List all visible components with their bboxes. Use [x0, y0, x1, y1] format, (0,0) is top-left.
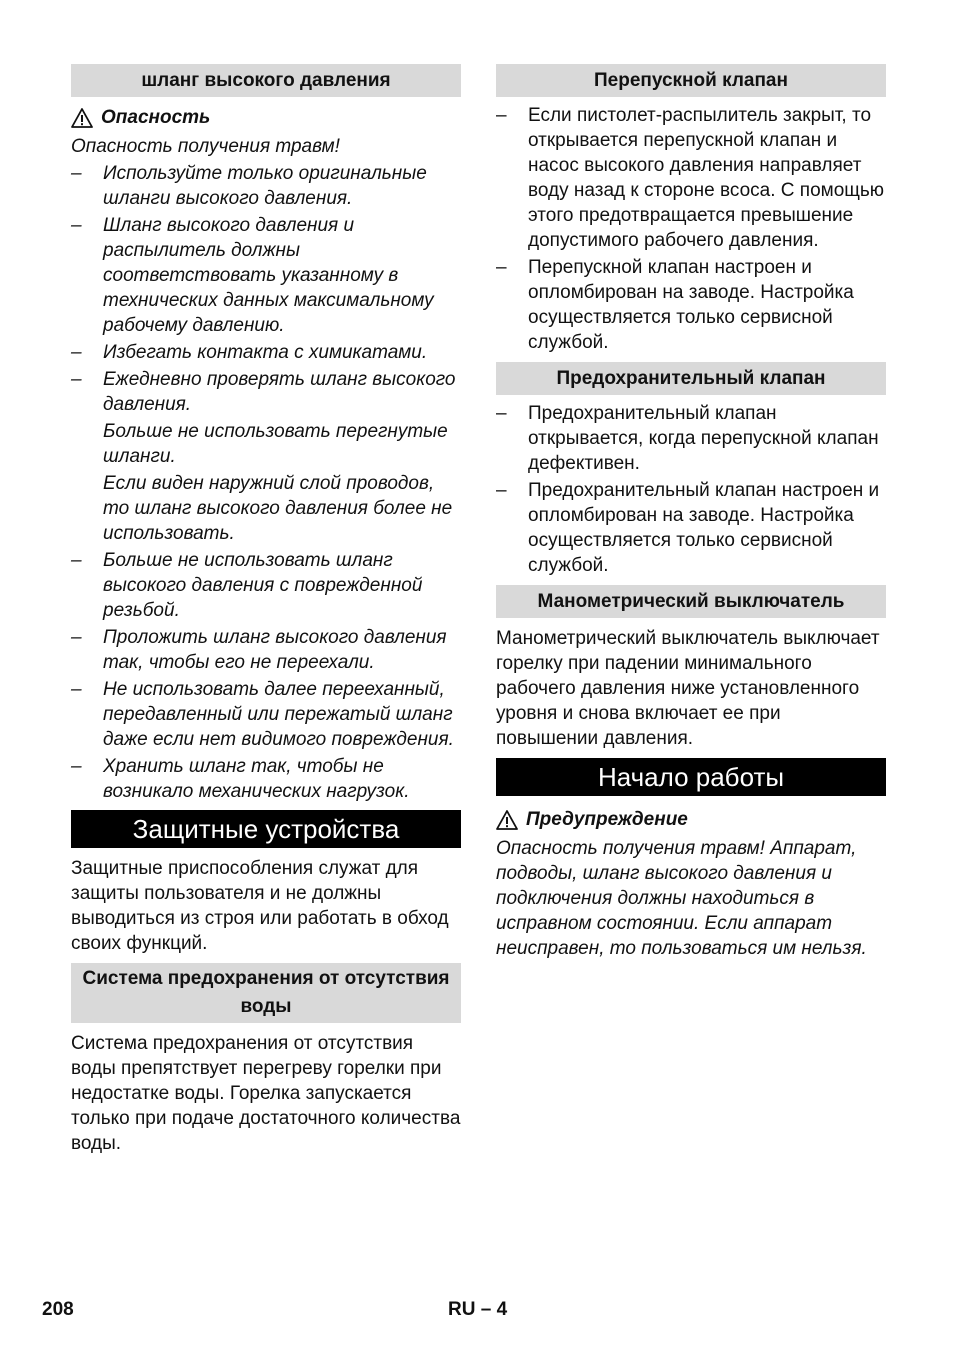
list-item: – Шланг высокого давления и распылитель должны соответствовать указанному в технических данных максимальному рабочему давлению. — [71, 213, 461, 338]
list-item: – Если пистолет-распылитель закрыт, то открывается перепускной клапан и насос высокого давления направляет воду назад к стороне всоса. С помощью этого предотвращается превышение допустимого рабочего давления. — [496, 103, 886, 253]
right-column — [496, 64, 886, 961]
list-item: – Предохранительный клапан настроен и опломбирован на заводе. Настройка осуществляется только сервисной службой. — [496, 478, 886, 578]
bypass-list — [496, 103, 886, 355]
list-item: – Избегать контакта с химикатами. — [71, 340, 461, 365]
language-page-indicator: RU – 4 — [448, 1299, 508, 1320]
safety-devices-text: Защитные приспособления служат для защиты пользователя и не должны выводиться из строя или работать в обход своих функций. — [71, 858, 449, 954]
warning-triangle-icon — [71, 108, 93, 128]
list-item: – Перепускной клапан настроен и опломбирован на заводе. Настройка осуществляется только сервисной службой. — [496, 255, 886, 355]
start-operation-heading: Начало работы — [496, 758, 886, 796]
relief-list — [496, 401, 886, 578]
warning-text: Опасность получения травм! Аппарат, подводы, шланг высокого давления и подключения должны находиться в исправном состоянии. Если аппарат неисправен, то пользоваться им нельзя. — [496, 838, 867, 959]
hose-list-continued — [71, 548, 461, 804]
list-item: – Не использовать далее перееханный, передавленный или пережатый шланг даже если нет видимого повреждения. — [71, 677, 461, 752]
relief-valve-heading: Предохранительный клапан — [496, 362, 886, 395]
water-protection-heading: Система предохранения от отсутствия воды — [71, 963, 461, 1023]
list-item: – Больше не использовать шланг высокого давления с поврежденной резьбой. — [71, 548, 461, 623]
hose-heading: шланг высокого давления — [71, 64, 461, 97]
manometric-switch-text: Манометрический выключатель выключает горелку при падении минимального рабочего давления ниже установленного уровня и снова включает ее при повышении давления. — [496, 628, 880, 749]
danger-label: Опасность — [101, 107, 211, 128]
water-protection-text: Система предохранения от отсутствия воды препятствует перегреву горелки при недостатке воды. Горелка запускается только при подаче достаточного количества воды. — [71, 1033, 461, 1154]
hose-sub-paragraph: Если виден наружний слой проводов, то шланг высокого давления более не использовать. — [103, 473, 453, 544]
manometric-switch-heading: Манометрический выключатель — [496, 585, 886, 618]
warning-label: Предупреждение — [526, 809, 688, 830]
page-number: 208 — [42, 1299, 74, 1320]
hose-list — [71, 161, 461, 417]
list-item: – Используйте только оригинальные шланги высокого давления. — [71, 161, 461, 211]
list-item: – Хранить шланг так, чтобы не возникало механических нагрузок. — [71, 754, 461, 804]
list-item: – Проложить шланг высокого давления так, чтобы его не переехали. — [71, 625, 461, 675]
warning-triangle-icon — [496, 810, 518, 830]
danger-intro: Опасность получения травм! — [71, 136, 340, 157]
bypass-valve-heading: Перепускной клапан — [496, 64, 886, 97]
left-column — [71, 64, 461, 1156]
hose-sub-paragraph: Больше не использовать перегнутые шланги. — [103, 421, 448, 467]
list-item: – Ежедневно проверять шланг высокого давления. — [71, 367, 461, 417]
list-item: – Предохранительный клапан открывается, когда перепускной клапан дефективен. — [496, 401, 886, 476]
safety-devices-heading: Защитные устройства — [71, 810, 461, 848]
danger-line — [71, 105, 461, 130]
warning-line — [496, 807, 886, 832]
